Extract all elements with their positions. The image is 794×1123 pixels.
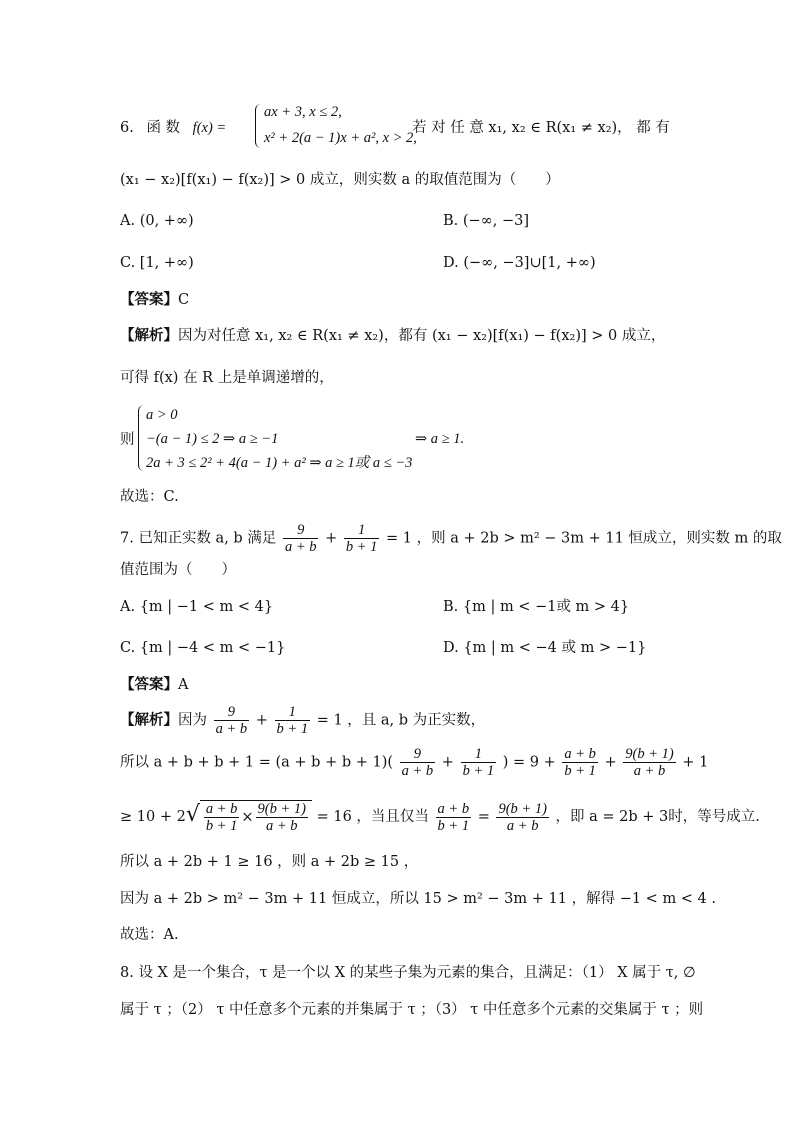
q6-system-line2: −(a − 1) ≤ 2 ⇒ a ≥ −1 (146, 431, 279, 447)
q7-fraction-1: $\frac{9}{a + b}$ (284, 522, 317, 555)
q7-stem-line2: 值范围为（ ） (120, 562, 236, 578)
q8-stem-line1: 8. 设 X 是一个集合，τ 是一个以 X 的某些子集为元素的集合，且满足：（1） X 属于 τ, ∅ (120, 965, 696, 981)
answer-value: A (178, 677, 189, 693)
q7-answer (120, 675, 188, 695)
answer-label: 【答案】 (120, 676, 178, 693)
q6-system-result: ⇒ a ≥ 1. (415, 431, 465, 447)
q6-option-b[interactable]: B. (−∞, −3] (443, 213, 530, 229)
q7-analysis-line4: 所以 a + 2b + 1 ≥ 16 ，则 a + 2b ≥ 15 ， (120, 854, 419, 870)
q6-piecewise-brace (255, 104, 262, 148)
q6-analysis-line2: 可得 f(x) 在 R 上是单调递增的， (120, 370, 334, 386)
q7-stem-line1: 7. 已知正实数 a, b 满足 $\frac{9}{a + b}$ + $\frac{1}{b + 1}$ = 1 ，则 a + 2b > m² − 3m + 11 恒成立，则实数 m 的取 (120, 522, 782, 555)
q6-analysis-line1 (120, 326, 665, 346)
analysis-text: 因为对任意 x₁, x₂ ∈ R(x₁ ≠ x₂)，都有 (x₁ − x₂)[f(x₁) − f(x₂)] > 0 成立， (178, 328, 666, 344)
q7-fraction-2: $\frac{1}{b + 1}$ (345, 522, 378, 555)
q6-system-line1: a > 0 (146, 407, 178, 423)
q7-analysis-line2: 所以 a + b + b + 1 = (a + b + b + 1)( $\frac{9}{a + b}$ + $\frac{1}{b + 1}$ ) = 9 + $\frac{a + b}{b + 1}$ + $\frac{9(b + 1)}{a + b}$ + 1 (120, 746, 709, 779)
q7-option-a[interactable]: A. {m | −1 < m < 4} (120, 599, 274, 615)
q7-number: 7. (120, 530, 134, 547)
q6-stem-line2: (x₁ − x₂)[f(x₁) − f(x₂)] > 0 成立，则实数 a 的取值范围为（ ） (120, 172, 560, 188)
q6-option-c[interactable]: C. [1, +∞) (120, 255, 194, 271)
q7-pick: 故选：A. (120, 927, 179, 943)
q6-option-d[interactable]: D. (−∞, −3]∪[1, +∞) (443, 255, 596, 271)
q8-stem-line2: 属于 τ ；（2） τ 中任意多个元素的并集属于 τ ；（3） τ 中任意多个元素的交集属于 τ ；则 (120, 1002, 704, 1018)
q6-intro: 函 数 (146, 120, 181, 136)
q6-answer (120, 290, 189, 310)
q6-case2: x² + 2(a − 1)x + a², x > 2, (264, 130, 417, 146)
analysis-label: 【解析】 (120, 711, 178, 729)
q7-text1: 已知正实数 a, b 满足 (138, 530, 277, 547)
analysis-label: 【解析】 (120, 327, 178, 344)
q6-case1: ax + 3, x ≤ 2, (264, 104, 342, 120)
q6-func: f(x) = (192, 120, 227, 136)
q7-analysis-line1: 【解析】因为 $\frac{9}{a + b}$ + $\frac{1}{b + 1}$ = 1 ，且 a, b 为正实数， (120, 704, 486, 737)
q7-analysis-line3: ≥ 10 + 2√ $\frac{a + b}{b + 1}$ × $\frac{9(b + 1)}{a + b}$ = 16 ，当且仅当 $\frac{a + b}{b + 1}$ = $\frac{9(b + 1)}{a + b}$ ，即 a = 2b + 3时，等号成立. (120, 800, 760, 834)
q6-ze: 则 (120, 432, 135, 448)
answer-label: 【答案】 (120, 291, 178, 308)
q7-analysis-line5: 因为 a + 2b > m² − 3m + 11 恒成立，所以 15 > m² − 3m + 11 ，解得 −1 < m < 4 . (120, 891, 716, 907)
sqrt-icon: √ (185, 802, 200, 827)
q6-number: 6. (120, 120, 134, 136)
q7-text2: = 1 ，则 a + 2b > m² − 3m + 11 恒成立，则实数 m 的取 (386, 530, 782, 547)
q6-stem-line1 (120, 118, 226, 138)
q6-condition: 若 对 任 意 x₁, x₂ ∈ R(x₁ ≠ x₂)， 都 有 (412, 120, 670, 136)
q7-option-c[interactable]: C. {m | −4 < m < −1} (120, 640, 286, 656)
q7-option-b[interactable]: B. {m | m < −1或 m > 4} (443, 599, 630, 615)
q6-system-brace (138, 405, 145, 471)
q6-option-a[interactable]: A. (0, +∞) (120, 213, 194, 229)
q6-pick: 故选：C. (120, 489, 179, 505)
answer-value: C (178, 292, 190, 308)
q7-option-d[interactable]: D. {m | m < −4 或 m > −1} (443, 640, 647, 656)
q6-system-line3: 2a + 3 ≤ 2² + 4(a − 1) + a² ⇒ a ≥ 1或 a ≤ −3 (146, 455, 413, 471)
